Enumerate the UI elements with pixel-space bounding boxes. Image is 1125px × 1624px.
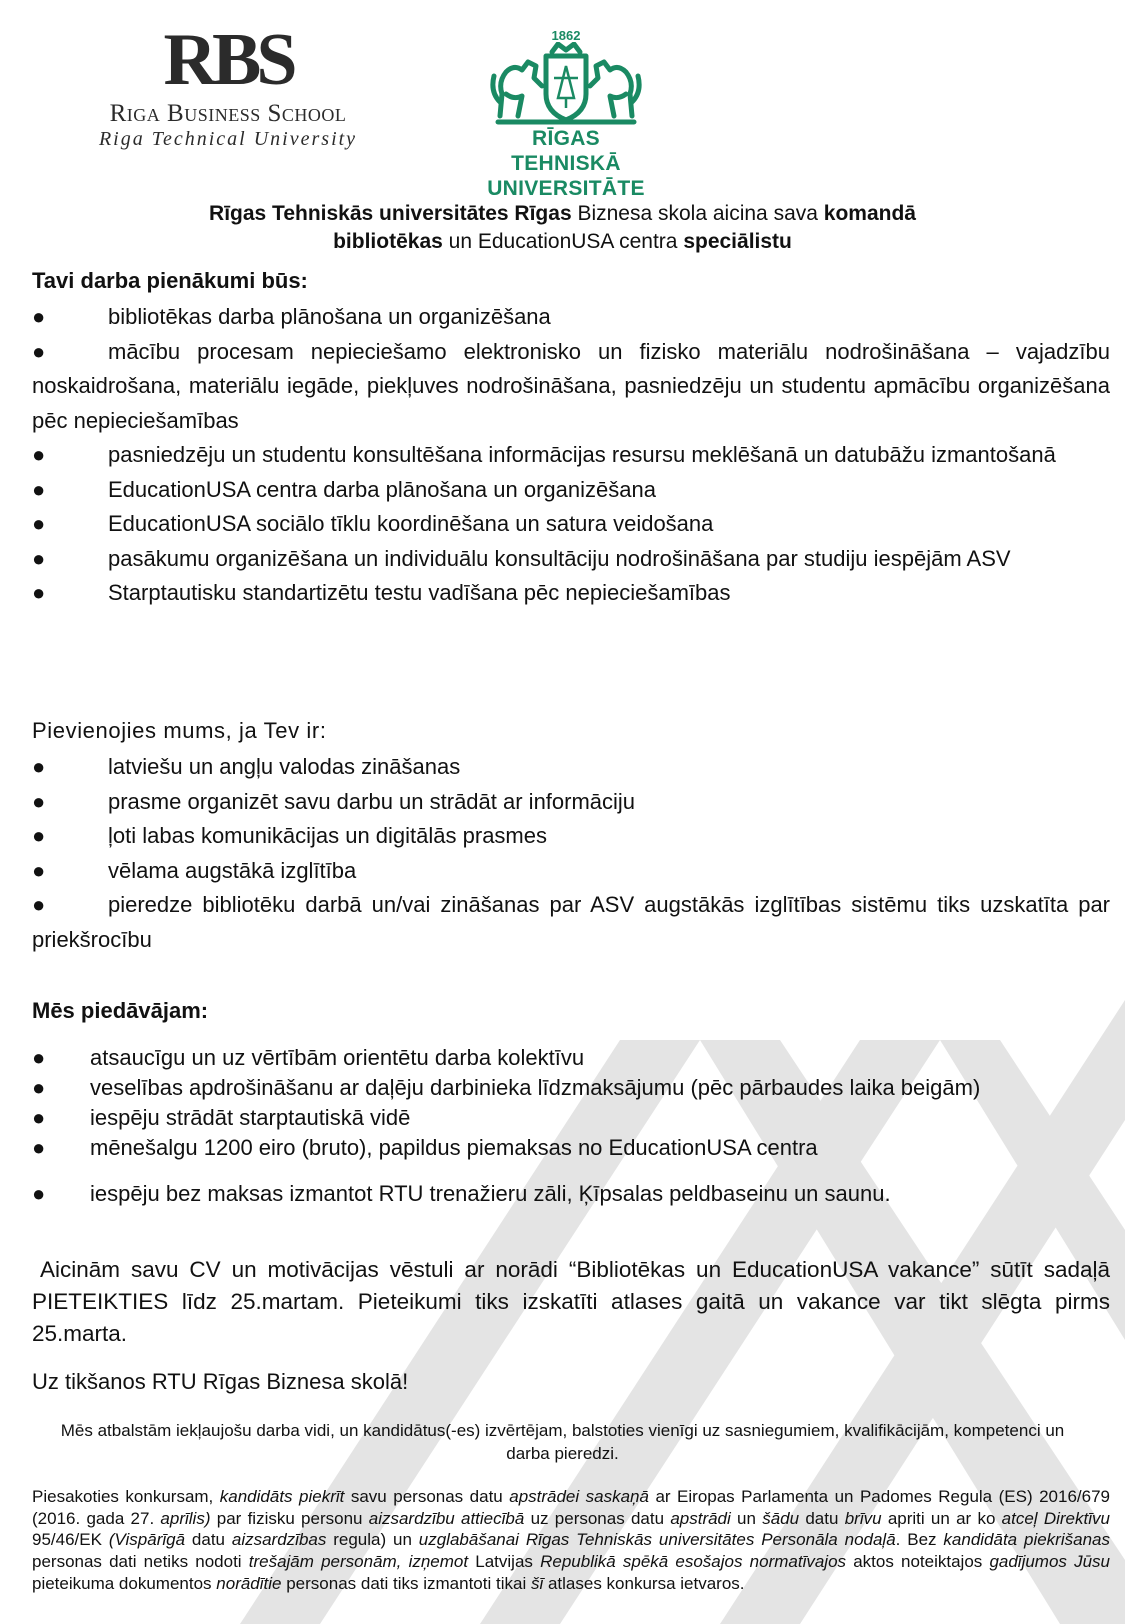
privacy-text: atlases konkursa ietvaros. [543, 1573, 745, 1593]
privacy-text: šādu [762, 1508, 800, 1528]
headline-part: Rīgas Tehniskās universitātes Rīgas [209, 202, 572, 225]
list-item [32, 888, 1110, 957]
list-item-text: prasme organizēt savu darbu un strādāt ar informāciju [108, 788, 636, 814]
bullet: ● [32, 823, 46, 848]
privacy-text: 95/46/EK [32, 1530, 109, 1550]
list-item [32, 335, 1110, 439]
privacy-notice [32, 1486, 1110, 1595]
list-item-text: vēlama augstākā izglītība [108, 857, 357, 883]
rbs-logo-name: Riga Business School [109, 100, 347, 127]
rbs-logo-mark: RBS [163, 19, 293, 101]
bullet: ● [32, 545, 46, 571]
privacy-text: aizsardzības [231, 1530, 327, 1550]
headline-part: bibliotēkas [333, 230, 443, 253]
bullet: ● [32, 476, 46, 502]
privacy-text: par fizisku personu [210, 1508, 369, 1528]
bullet: ● [32, 788, 46, 814]
privacy-text: pieteikuma dokumentos [32, 1573, 217, 1593]
privacy-text: uzglabāšanai Rīgas Tehniskās universitātes Personāla nodaļā [418, 1530, 896, 1550]
list-item [32, 576, 1110, 611]
privacy-text: Piesakoties konkursam, [32, 1487, 220, 1506]
privacy-text: kandidāts piekrīt [219, 1487, 345, 1506]
privacy-text: personas dati netiks nodoti [32, 1552, 249, 1572]
list-item [32, 750, 1110, 785]
rtu-logo-name-line2: UNIVERSITĀTE [487, 177, 645, 200]
bullet: ● [32, 580, 46, 605]
bullet: ● [32, 754, 46, 779]
headline-part: un EducationUSA centra [442, 230, 684, 253]
list-item-text: mēnešalgu 1200 eiro (bruto), papildus piemaksas no EducationUSA centra [90, 1135, 818, 1160]
privacy-text: norādītie [216, 1573, 282, 1593]
privacy-text: gadījumos Jūsu [989, 1552, 1111, 1572]
bullet: ● [32, 338, 46, 364]
list-item [32, 854, 1110, 889]
list-item-text: pasākumu organizēšana un individuālu konsultāciju nodrošināšana par studiju iespējām ASV [108, 545, 1011, 571]
headline-part: speciālistu [683, 230, 792, 253]
list-item-text: Starptautisku standartizētu testu vadīšana pēc nepieciešamības [108, 580, 731, 605]
list-item [32, 438, 1110, 473]
requirements-list [32, 750, 1110, 957]
list-item-text: pasniedzēju un studentu konsultēšana informācijas resursu meklēšanā un datubāžu izmantošanā [108, 442, 1056, 467]
duties-list [32, 300, 1110, 611]
list-item-text: latviešu un angļu valodas zināšanas [108, 754, 461, 779]
privacy-text: aktos noteiktajos [846, 1552, 990, 1572]
list-item [32, 1073, 1122, 1103]
rtu-logo [476, 26, 656, 200]
list-item-text: veselības apdrošināšanu ar daļēju darbinieka līdzmaksājumu (pēc pārbaudes laika beigām) [90, 1075, 981, 1100]
privacy-text: apstrādei saskaņā [509, 1487, 649, 1506]
offers-list [32, 1043, 1122, 1209]
list-item-text: mācību procesam nepieciešamo elektronisko un fizisko materiālu nodrošināšana – vajadzību noskaidrošana, materiālu iegāde, piekļuves nodrošināšana, pasniedzēju un studentu apmācību organizēšana pēc nepieciešamības [32, 338, 1110, 433]
application-invitation: Aicinām savu CV un motivācijas vēstuli ar norādi “Bibliotēkas un EducationUSA vakance” sūtīt sadaļā PIETEIKTIES līdz 25.martam. Pieteikumi tiks izskatīti atlases gaitā un vakance var tikt slēgta pirms 25.marta. [32, 1257, 1110, 1346]
privacy-text: trešajām personām, izņemot [248, 1552, 469, 1572]
rtu-logo-name-line1: RĪGAS TEHNISKĀ [511, 127, 621, 175]
rbs-logo [88, 19, 368, 151]
bullet: ● [32, 1181, 46, 1206]
privacy-text: uz personas datu [524, 1508, 671, 1528]
list-item [32, 1103, 1122, 1133]
list-item [32, 819, 1110, 854]
bullet: ● [32, 1075, 46, 1100]
privacy-text: . Bez [895, 1530, 944, 1550]
bullet: ● [32, 1135, 46, 1160]
bullet: ● [32, 304, 46, 329]
privacy-text: un [730, 1508, 763, 1528]
bullet: ● [32, 511, 46, 536]
list-item [32, 1043, 1122, 1073]
list-item [32, 507, 1110, 542]
list-item-text: EducationUSA centra darba plānošana un organizēšana [108, 476, 656, 502]
privacy-text: aizsardzību attiecībā [368, 1508, 525, 1528]
privacy-text: kandidāta piekrišanas [943, 1530, 1110, 1550]
privacy-text: datu [185, 1530, 232, 1550]
privacy-text: personas dati tiks izmantoti tikai [281, 1573, 531, 1593]
list-item [32, 1179, 1122, 1209]
privacy-text: Latvijas [468, 1552, 541, 1572]
privacy-text: datu [799, 1508, 845, 1528]
bullet: ● [32, 892, 46, 917]
list-item-text: atsaucīgu un uz vērtībām orientētu darba kolektīvu [90, 1045, 585, 1070]
list-item-text: bibliotēkas darba plānošana un organizēšana [108, 304, 551, 329]
list-item [32, 785, 1110, 820]
privacy-text: regula) un [326, 1530, 419, 1550]
list-item-text: pieredze bibliotēku darbā un/vai zināšanas par ASV augstākās izglītības sistēmu tiks uzskatīta par priekšrocību [32, 892, 1110, 952]
privacy-text: aprīlis) [160, 1508, 211, 1528]
headline-part: Biznesa skola aicina sava [571, 202, 824, 225]
privacy-text: (Vispārīgā [108, 1530, 186, 1550]
duties-title: Tavi darba pienākumi būs: [32, 268, 308, 293]
requirements-title: Pievienojies mums, ja Tev ir: [32, 718, 327, 743]
privacy-text: atceļ Direktīvu [1001, 1508, 1110, 1528]
rtu-logo-name [476, 126, 656, 201]
list-item-text: iespēju bez maksas izmantot RTU trenažieru zāli, Ķīpsalas peldbaseinu un saunu. [90, 1181, 891, 1206]
list-item [32, 300, 1110, 335]
rtu-logo-year: 1862 [551, 28, 581, 43]
list-item [32, 542, 1110, 577]
privacy-text: brīvu [844, 1508, 882, 1528]
privacy-text: apstrādi [670, 1508, 731, 1528]
list-item-text: iespēju strādāt starptautiskā vidē [90, 1105, 411, 1130]
page-headline [0, 200, 1125, 256]
list-item [32, 1133, 1122, 1163]
bullet: ● [32, 1105, 46, 1130]
rbs-logo-subtitle: Riga Technical University [98, 128, 358, 150]
rtu-crest-icon [488, 42, 644, 126]
bullet: ● [32, 857, 46, 883]
privacy-text: apriti un ar ko [881, 1508, 1002, 1528]
closing-greeting: Uz tikšanos RTU Rīgas Biznesa skolā! [32, 1369, 409, 1394]
privacy-text: savu personas datu [344, 1487, 510, 1506]
privacy-text: Republikā spēkā esošajos normatīvajos [540, 1552, 847, 1572]
privacy-text: ar Eiropas Parlamenta un Padomes Regula (ES) 2016/679 (2016. gada 27. [32, 1487, 1111, 1528]
list-item-text: ļoti labas komunikācijas un digitālās prasmes [108, 823, 547, 848]
offers-title: Mēs piedāvājam: [32, 998, 209, 1023]
list-item [32, 473, 1110, 508]
inclusion-statement: Mēs atbalstām iekļaujošu darba vidi, un kandidātus(-es) izvērtējam, balstoties vienīgi uz sasniegumiem, kvalifikācijām, kompetenci un darba pieredzi. [60, 1421, 1065, 1463]
bullet: ● [32, 1045, 46, 1070]
list-item-text: EducationUSA sociālo tīklu koordinēšana un satura veidošana [108, 511, 714, 536]
bullet: ● [32, 442, 46, 467]
headline-part: komandā [823, 202, 916, 225]
privacy-text: šī [530, 1573, 544, 1593]
